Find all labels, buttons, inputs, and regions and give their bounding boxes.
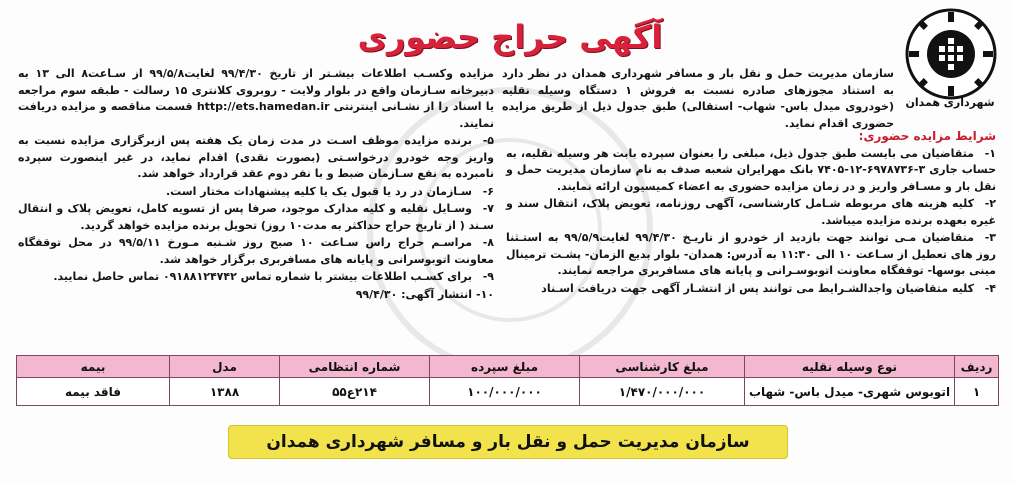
condition-item: ۶-سـازمان در رد یا قبول یک یا کلیه پیشنهادات مختار است. [166,184,494,198]
cell-deposit-amount: ۱۰۰/۰۰۰/۰۰۰ [430,378,580,406]
documents-text: مزایده وکسـب اطلاعات بیشـتر از تاریخ ۹۹/۴/۳۰ لغایت۹۹/۵/۸ از سـاعت۸ الی ۱۳ به دبیرخانه سـازمان واقع در بلوار ولایت - روبروی کلانتری ۱۵ رسالت - طبقه سوم مراجعه یا اسناد را از نشـانی اینترنتی http://ets.hamedan.ir قسمت مناقصه و مزایده دریافت نمایند. [18,67,495,130]
municipality-logo-icon [905,8,997,100]
header-deposit-amount: مبلغ سپرده [430,356,580,378]
logo-caption: شهرداری همدان [905,96,995,109]
condition-item: ۵-برنده مزایده موظف اسـت در مدت زمان یک هفته پس ازبرگزاری مزایده نسبت به واریز وجه خودرو درخواسـتی (بصورت نقدی) اقدام نماید، در غیر اینصورت سپرده نامبرده به نفع سـازمان ضبط و با نفر دوم عقد قرارداد خواهد شد. [18,134,494,180]
header-vehicle-type: نوع وسیله نقلیه [745,356,955,378]
cell-plate-number: ۲۱۴ع۵۵ [280,378,430,406]
table-header-row [17,356,999,378]
header-appraisal-amount: مبلغ کارشناسی [580,356,745,378]
condition-item: ۹-برای کسـب اطلاعات بیشتر با شماره تماس ۰۹۱۸۸۱۲۴۷۴۲ تماس حاصل نمایید. [53,270,494,283]
table-row [17,378,999,406]
cell-model: ۱۳۸۸ [170,378,280,406]
conditions-right [506,128,996,298]
condition-item: ۱-متقاضیان می بایست طبق جدول ذیل، مبلغی را بعنوان سپرده بابت هر وسیله نقلیه، به حساب جاری ۳-۶۹۷۸۷۳۶-۱۲-۷۴۰۵ بانک مهرایران شعبه صدف به نام سازمان مدیریت حمل و نقل بار و مسـافر واریز و در زمان مزایده حضوری به اعضاء کمیسیون ارائه نمایند. [506,146,997,193]
header-model: مدل [170,356,280,378]
intro-paragraph [502,66,894,133]
organization-banner: سازمان مدیریت حمل و نقل بار و مسافر شهرداری همدان [228,425,788,459]
condition-item: ۴-کلیه متقاضیان واجدالشـرایط می توانند پس از انتشـار آگهی جهت دریافت اسـناد [541,281,996,295]
cell-insurance: فاقد بیمه [17,378,170,406]
notice-title: آگهی حراج حضوری [357,18,663,56]
condition-item: ۱۰-انتشار آگهی: ۹۹/۴/۳۰ [355,287,494,301]
intro-text: سازمان مدیریت حمل و نقل بار و مسافر شهرداری همدان در نظر دارد به استناد مجوزهای صادره نسبت به فروش ۱ دستگاه وسیله نقلیه (خودروی میدل باس- شهاب- استقالی) طبق جدول ذیل از طریق مزایده حضوری اقدام نماید. [502,67,894,130]
condition-item: ۲-کلیه هزینه های مربوطه شـامل کارشناسی، آگهی روزنامه، تعویض پلاک، انتقال سند و غیره بعهده برنده مزایده میباشد. [506,197,996,227]
condition-item: ۳-متقاضیان مـی توانند جهت بازدید از خودرو از تاریـخ ۹۹/۴/۳۰ لغایت۹۹/۵/۹ به استـثنا روز های تعطیل از سـاعت ۱۰ الی ۱۱:۳۰ به آدرس: همدان- بلوار بدیع الزمان- پشـت ترمینال مینی بوسها- توقفگاه معاونت اتوبوسـرانی و پایانه های مسافربری مراجعه نمایند. [506,231,996,277]
cell-appraisal-amount: ۱/۴۷۰/۰۰۰/۰۰۰ [580,378,745,406]
header-insurance: بیمه [17,356,170,378]
condition-item: ۷-وسـایل نقلیه و کلیه مدارک موجود، صرفا پس از تسویه کامل، تعویض پلاک و انتقال سـند ( از تاریخ حراج حداکثر به مدت۱۰ روز) تحویل برنده مزایده خواهد گردید. [18,202,494,232]
vehicle-table [16,355,999,406]
condition-item: ۸-مراسـم حراج راس سـاعت ۱۰ صبح روز شـنبه مـورخ ۹۹/۵/۱۱ در محل توقفگاه معاونت اتوبوسرانی و پایانه های مسافربری برگزار خواهد شد. [18,236,494,266]
conditions-left [18,66,494,304]
conditions-heading: شرایط مزایده حضوری: [858,129,996,143]
header-plate-number: شماره انتظامی [280,356,430,378]
cell-vehicle-type: اتوبوس شهری- میدل باس- شهاب [745,378,955,406]
header-row-number: ردیف [955,356,999,378]
cell-row-number: ۱ [955,378,999,406]
